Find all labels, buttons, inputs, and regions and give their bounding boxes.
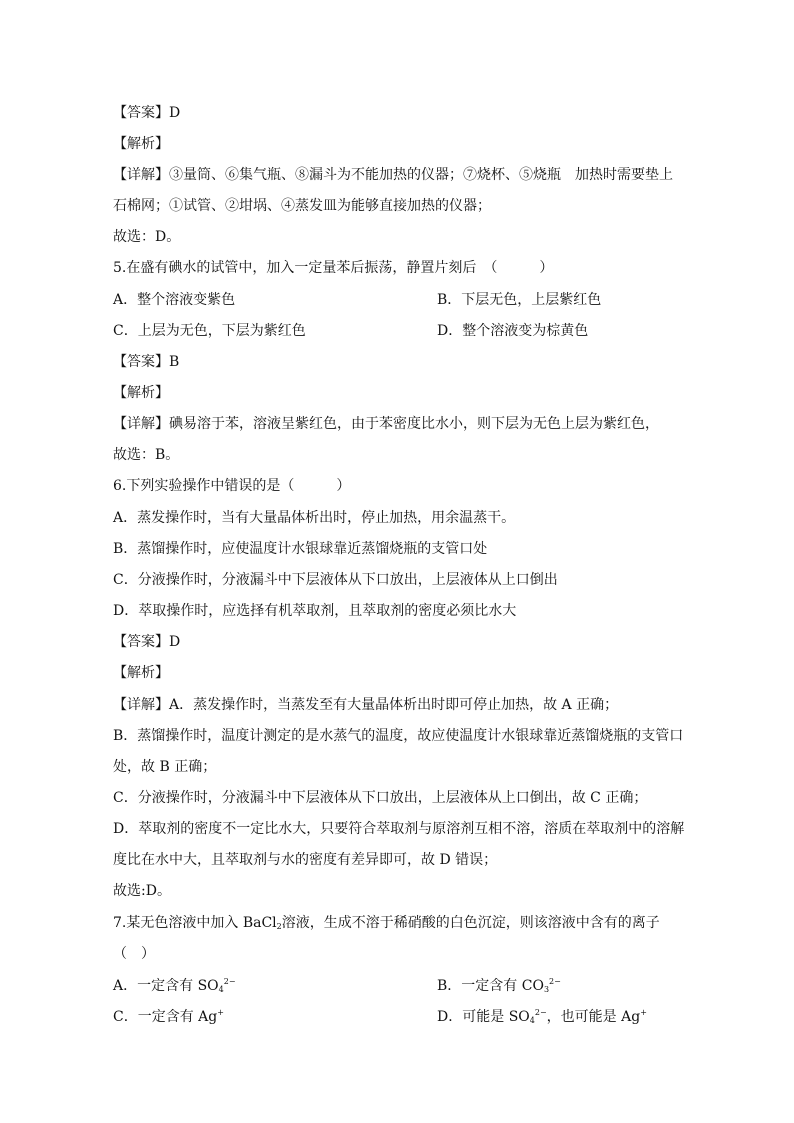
q6-option-c: C．分液操作时，分液漏斗中下层液体从下口放出，上层液体从上口倒出: [113, 572, 558, 588]
q6-detail-d-line2: 度比在水中大，且萃取剂与水的密度有差异即可，故 D 错误；: [113, 852, 498, 868]
sulfate-charge: 2−: [223, 977, 236, 986]
q5-choice: 故选：B。: [113, 447, 180, 463]
carbonate-symbol: CO: [521, 978, 544, 994]
q4-detail-line2: 石棉网；①试管、②坩埚、④蒸发皿为能够直接加热的仪器；: [113, 198, 491, 214]
q5-option-a: A．整个溶液变紫色: [113, 292, 236, 308]
q6-detail-d-line1: D．萃取剂的密度不一定比水大，只要符合萃取剂与原溶剂互相不溶，溶质在萃取剂中的溶解: [113, 821, 685, 837]
silver-ion: [198, 1009, 224, 1025]
q7-option-d-mid-text: ，也可能是: [546, 1009, 622, 1025]
carbonate-subscript: 3: [543, 985, 550, 994]
q7-stem-prefix: 7.某无色溶液中加入: [113, 915, 243, 931]
q6-analysis-heading: 【解析】: [113, 665, 169, 681]
q6-choice: 故选:D。: [113, 883, 171, 899]
bacl2-formula: [243, 915, 282, 931]
q6-stem: 6.下列实验操作中错误的是（ ）: [113, 478, 351, 494]
q7-option-d: [437, 1007, 647, 1027]
silver-charge-d: +: [640, 1008, 647, 1017]
q6-option-a: A．蒸发操作时，当有大量晶体析出时，停止加热，用余温蒸干。: [113, 510, 516, 526]
sulfate-subscript: 4: [218, 985, 224, 994]
q5-detail: 【详解】碘易溶于苯，溶液呈紫红色，由于苯密度比水小，则下层为无色上层为紫红色，: [113, 416, 659, 432]
q7-option-d-text: D．可能是: [437, 1009, 509, 1025]
sulfate-subscript-d: 4: [529, 1016, 535, 1025]
sulfate-charge-d: 2−: [534, 1008, 547, 1017]
sulfate-ion-d: [509, 1009, 547, 1025]
bacl2-text: BaCl: [242, 915, 277, 931]
q4-answer: 【答案】D: [113, 105, 181, 121]
q5-analysis-heading: 【解析】: [113, 385, 169, 401]
silver-charge: +: [217, 1008, 224, 1017]
q7-stem-line2: （ ）: [113, 946, 155, 962]
q7-stem: [113, 913, 660, 933]
carbonate-ion: [522, 978, 561, 994]
q6-detail-b-line2: 处，故 B 正确；: [113, 759, 217, 775]
q7-option-a-text: A．一定含有: [113, 978, 198, 994]
q7-option-c: [113, 1007, 224, 1027]
q6-option-d: D．萃取操作时，应选择有机萃取剂，且萃取剂的密度必须比水大: [113, 603, 517, 619]
q6-detail-a: 【详解】A．蒸发操作时，当蒸发至有大量晶体析出时即可停止加热，故 A 正确；: [113, 697, 619, 713]
q7-option-a: [113, 976, 236, 996]
q4-detail-line1: 【详解】③量筒、⑥集气瓶、⑧漏斗为不能加热的仪器；⑦烧杯、⑤烧瓶 加热时需要垫上: [113, 167, 673, 183]
sulfate-symbol: SO: [197, 978, 219, 994]
q6-option-b: B．蒸馏操作时，应使温度计水银球靠近蒸馏烧瓶的支管口处: [113, 541, 488, 557]
q7-option-b-text: B．一定含有: [437, 978, 522, 994]
bacl2-subscript: 2: [276, 922, 282, 931]
q7-stem-suffix: 溶液，生成不溶于稀硝酸的白色沉淀，则该溶液中含有的离子: [281, 915, 660, 931]
q6-detail-c: C．分液操作时，分液漏斗中下层液体从下口放出，上层液体从上口倒出，故 C 正确；: [113, 790, 648, 806]
q4-analysis-heading: 【解析】: [113, 136, 169, 152]
q4-choice: 故选：D。: [113, 229, 181, 245]
q6-detail-b-line1: B．蒸馏操作时，温度计测定的是水蒸气的温度，故应使温度计水银球靠近蒸馏烧瓶的支管口: [113, 728, 684, 744]
q7-option-b: [437, 976, 561, 996]
silver-symbol: Ag: [198, 1009, 218, 1025]
q7-option-c-text: C．一定含有: [113, 1009, 199, 1025]
q5-option-d: D．整个溶液变为棕黄色: [437, 323, 589, 339]
silver-symbol-d: Ag: [621, 1009, 641, 1025]
q5-answer: 【答案】B: [113, 354, 180, 370]
carbonate-charge: 2−: [549, 977, 561, 986]
sulfate-ion: [198, 978, 236, 994]
q5-stem: 5.在盛有碘水的试管中，加入一定量苯后振荡，静置片刻后 （ ）: [113, 260, 554, 276]
q5-option-c: C．上层为无色，下层为紫红色: [113, 323, 306, 339]
sulfate-symbol-d: SO: [508, 1009, 530, 1025]
q6-answer: 【答案】D: [113, 634, 181, 650]
q5-option-b: B．下层无色，上层紫红色: [437, 292, 602, 308]
silver-ion-d: [621, 1009, 647, 1025]
